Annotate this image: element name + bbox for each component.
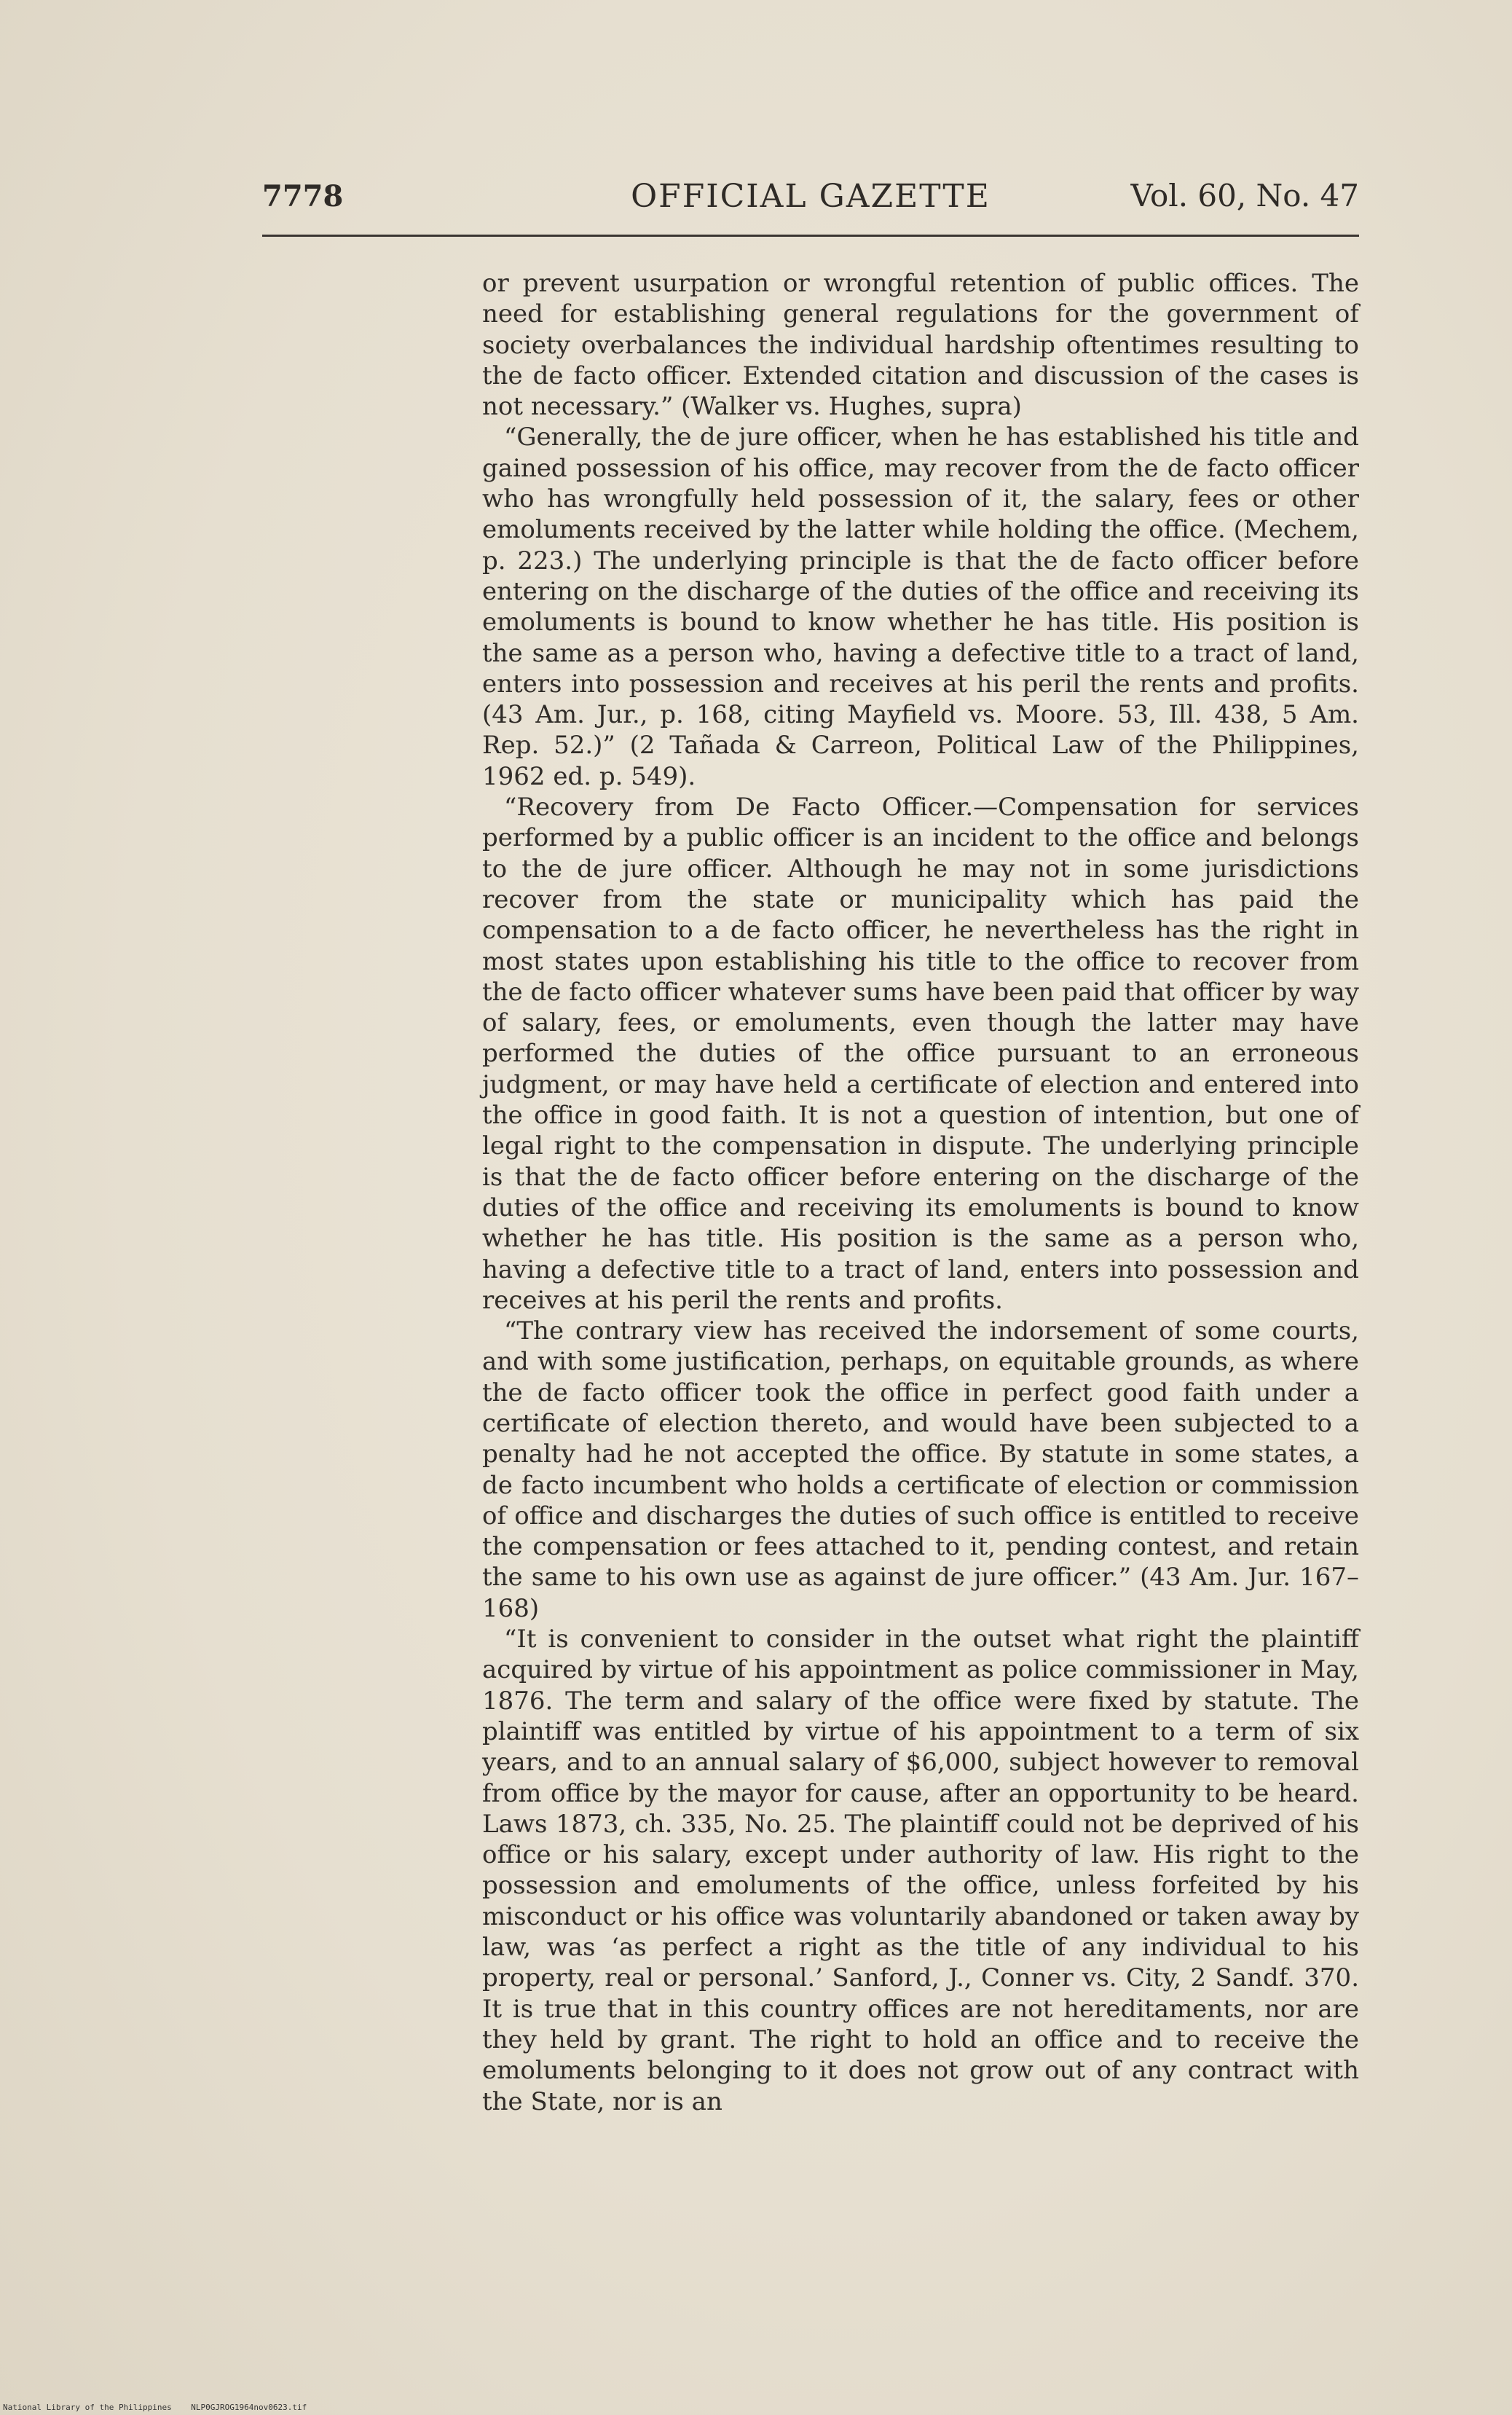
body-text bbox=[482, 268, 1359, 2117]
page-header bbox=[262, 175, 1359, 219]
paragraph: “The contrary view has received the indorsement of some courts, and with some justification, perhaps, on equitable grounds, as where the de facto officer took the office in perfect good faith under a certificate of election thereto, and would have been subjected to a penalty had he not accepted the office. By statute in some states, a de facto incumbent who holds a certificate of election or commission of office and discharges the duties of such office is entitled to receive the compensation or fees attached to it, pending contest, and retain the same to his own use as against de jure officer.” (43 Am. Jur. 167–168) bbox=[482, 1316, 1359, 1623]
scan-footer: National Library of the Philippines NLP0GJROG1964nov0623.tif bbox=[3, 2403, 307, 2412]
paragraph: “Recovery from De Facto Officer.—Compensation for services performed by a public officer is an incident to the office and belongs to the de jure officer. Although he may not in some jurisdictions recover from the state or municipality which has paid the compensation to a de facto officer, he nevertheless has the right in most states upon establishing his title to the office to recover from the de facto officer whatever sums have been paid that officer by way of salary, fees, or emoluments, even though the latter may have performed the duties of the office pursuant to an erroneous judgment, or may have held a certificate of election and entered into the office in good faith. It is not a question of intention, but one of legal right to the compensation in dispute. The underlying principle is that the de facto officer before entering on the discharge of the duties of the office and receiving its emoluments is bound to know whether he has title. His position is the same as a person who, having a defective title to a tract of land, enters into possession and receives at his peril the rents and profits. bbox=[482, 793, 1359, 1315]
page-number: 7778 bbox=[262, 179, 344, 213]
publication-title: OFFICIAL GAZETTE bbox=[631, 178, 991, 215]
paragraph: “It is convenient to consider in the outset what right the plaintiff acquired by virtue of his appointment as police commissioner in May, 1876. The term and salary of the office were fixed by statute. The plaintiff was entitled by virtue of his appointment to a term of six years, and to an annual salary of $6,000, subject however to removal from office by the mayor for cause, after an opportunity to be heard. Laws 1873, ch. 335, No. 25. The plaintiff could not be deprived of his office or his salary, except under authority of law. His right to the possession and emoluments of the office, unless forfeited by his misconduct or his office was voluntarily abandoned or taken away by law, was ‘as perfect a right as the title of any individual to his property, real or personal.’ Sanford, J., Conner vs. City, 2 Sandf. 370. It is true that in this country offices are not hereditaments, nor are they held by grant. The right to hold an office and to receive the emoluments belonging to it does not grow out of any contract with the State, nor is an bbox=[482, 1625, 1359, 2116]
header-rule bbox=[262, 235, 1359, 237]
paragraph: “Generally, the de jure officer, when he has established his title and gained possession of his office, may recover from the de facto officer who has wrongfully held possession of it, the salary, fees or other emoluments received by the latter while holding the office. (Mechem, p. 223.) The underlying principle is that the de facto officer before entering on the discharge of the duties of the office and receiving its emoluments is bound to know whether he has title. His position is the same as a person who, having a defective title to a tract of land, enters into possession and receives at his peril the rents and profits. (43 Am. Jur., p. 168, citing Mayfield vs. Moore. 53, Ill. 438, 5 Am. Rep. 52.)” (2 Tañada & Carreon, Political Law of the Philippines, 1962 ed. p. 549). bbox=[482, 423, 1359, 791]
paragraph: or prevent usurpation or wrongful retention of public offices. The need for establishing general regulations for the government of society overbalances the individual hardship oftentimes resulting to the de facto officer. Extended citation and discussion of the cases is not necessary.” (Walker vs. Hughes, supra) bbox=[482, 269, 1359, 422]
volume-issue: Vol. 60, No. 47 bbox=[1130, 178, 1359, 213]
